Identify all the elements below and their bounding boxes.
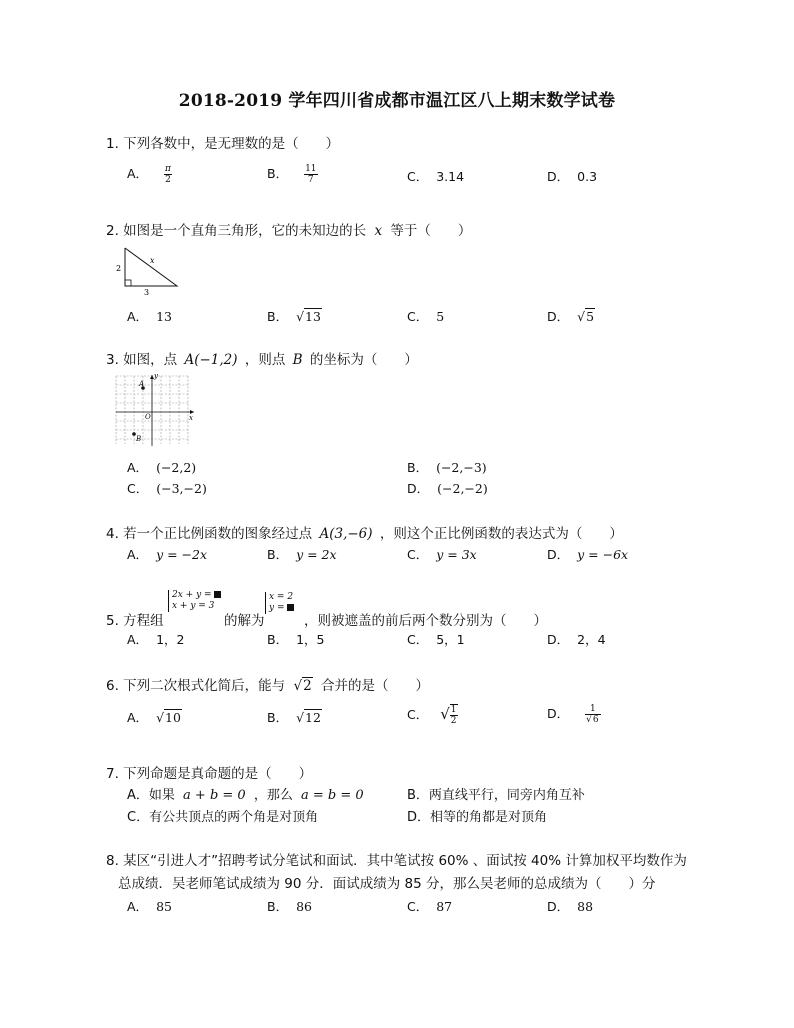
q4-option-b[interactable] — [267, 545, 337, 563]
variable: x — [374, 223, 383, 239]
question-2-stem — [106, 219, 471, 239]
numerator: 1 — [450, 705, 457, 715]
option-label: B． — [267, 710, 289, 725]
option-label: A． — [127, 166, 149, 181]
denominator: 2 — [165, 175, 171, 185]
option-value: 5 — [436, 309, 445, 324]
radicand: 5 — [586, 309, 595, 324]
sqrt-expression: √2 — [293, 678, 312, 694]
option-value: 0.3 — [577, 169, 598, 184]
option-label: B． — [267, 309, 289, 324]
q5-option-b[interactable] — [267, 630, 324, 648]
equation-line: x + y = 3 — [172, 601, 215, 611]
q5-option-c[interactable] — [407, 630, 465, 648]
numerator: π — [165, 164, 171, 174]
stem-text: ，则这个正比例函数的表达式为（ ） — [379, 526, 623, 542]
fraction — [304, 164, 317, 185]
point-expression: A(3,−6) — [319, 526, 373, 542]
stem-text: 6. 下列二次根式化简后，能与 — [106, 678, 286, 694]
q8-option-a[interactable] — [127, 897, 172, 915]
stem-text: 2. 如图是一个直角三角形，它的未知边的长 — [106, 223, 367, 239]
option-label: D． — [547, 169, 570, 184]
page-title: 2018-2019 学年四川省成都市温江区八上期末数学试卷 — [178, 91, 616, 111]
q7-option-d[interactable]: D．相等的角都是对顶角 — [407, 810, 548, 825]
q3-option-c[interactable] — [127, 479, 207, 497]
equation-line: x = 2 — [269, 592, 294, 602]
option-label: D． — [547, 632, 570, 647]
x-axis-label: x — [189, 414, 193, 422]
q2-option-b[interactable] — [267, 307, 322, 325]
radicand: 12 — [305, 710, 321, 725]
option-label: A． — [127, 710, 149, 725]
question-5-stem-post: ，则被遮盖的前后两个数分别为（ ） — [304, 613, 547, 629]
option-label: D． — [547, 899, 570, 914]
numerator: 11 — [305, 164, 317, 174]
math-expression: a + b = 0 — [183, 788, 246, 803]
fraction — [585, 704, 600, 725]
q8-option-d[interactable] — [547, 897, 593, 915]
q4-option-c[interactable] — [407, 545, 477, 563]
q7-option-b[interactable]: B．两直线平行，同旁内角互补 — [407, 788, 585, 803]
math-expression: a = b = 0 — [301, 788, 364, 803]
option-label: C． — [407, 547, 429, 562]
covered-number-box — [214, 591, 221, 598]
q3-option-d[interactable] — [407, 479, 488, 497]
q8-option-c[interactable] — [407, 897, 452, 915]
option-value: (−2,−3) — [436, 460, 487, 475]
sqrt-expression: √ $\frac{1}{2}$ — [440, 705, 457, 726]
denominator: √6 — [586, 715, 599, 725]
option-label: A． — [127, 547, 149, 562]
option-value: (−2,2) — [156, 460, 197, 475]
option-text: ，那么 — [253, 788, 293, 803]
option-label: B． — [267, 547, 289, 562]
option-value: y = −2x — [156, 547, 208, 562]
question-6-stem — [106, 674, 429, 694]
stem-text: 3. 如图，点 — [106, 352, 178, 368]
q1-option-d[interactable] — [547, 167, 597, 185]
q2-option-a[interactable] — [127, 307, 172, 325]
equation-system-1 — [168, 590, 221, 612]
option-label: A． — [127, 309, 149, 324]
radicand: 2 — [303, 678, 312, 694]
question-1-stem: 1. 下列各数中，是无理数的是（ ） — [106, 136, 340, 152]
option-label: A． — [127, 460, 149, 475]
sqrt-expression: √5 — [577, 309, 595, 324]
option-label: B． — [267, 166, 289, 181]
option-value: 85 — [156, 899, 172, 914]
option-value: 87 — [436, 899, 453, 914]
question-8-line-2: 总成绩．吴老师笔试成绩为 90 分．面试成绩为 85 分，那么吴老师的总成绩为（ ）分 — [118, 876, 656, 892]
q5-option-d[interactable] — [547, 630, 606, 648]
q5-option-a[interactable] — [127, 630, 184, 648]
q2-option-d[interactable] — [547, 307, 595, 325]
option-value: (−3,−2) — [156, 481, 207, 496]
side-label: 2 — [116, 264, 122, 273]
denominator: 7 — [307, 175, 314, 185]
question-5-stem-mid: 的解为 — [224, 613, 265, 629]
option-value: y = 2x — [296, 547, 337, 562]
coordinate-grid-figure — [114, 372, 198, 448]
option-label: C． — [407, 309, 429, 324]
option-value: 2，4 — [577, 632, 606, 647]
option-label: B． — [267, 632, 289, 647]
radicand: 10 — [165, 710, 181, 725]
sqrt-expression: √12 — [296, 710, 321, 725]
option-label: C． — [407, 632, 429, 647]
stem-text: 合并的是（ ） — [320, 678, 429, 694]
radicand: 13 — [305, 309, 321, 324]
option-label: D． — [407, 481, 430, 496]
option-value: (−2,−2) — [437, 481, 488, 496]
option-label: D． — [547, 547, 570, 562]
question-5-stem-pre: 5. 方程组 — [106, 613, 164, 629]
stem-text: 等于（ ） — [390, 223, 472, 239]
sqrt-expression: √10 — [156, 710, 181, 725]
fraction — [450, 704, 458, 726]
point-b-label: B — [136, 435, 142, 443]
q4-option-a[interactable] — [127, 545, 207, 563]
option-value: 1，5 — [296, 632, 325, 647]
q6-option-d[interactable] — [547, 704, 601, 725]
option-label: C． — [407, 169, 429, 184]
option-label: C． — [407, 899, 429, 914]
question-8-line-1: 8. 某区“引进人才”招聘考试分笔试和面试．其中笔试按 60% 、面试按 40% 计算加权平均数作为 — [106, 853, 687, 869]
q3-option-a[interactable] — [127, 458, 196, 476]
option-label: A． — [127, 899, 149, 914]
option-label: A． — [127, 632, 149, 647]
option-value: 86 — [296, 899, 312, 914]
origin-label: O — [145, 413, 151, 421]
hypotenuse-label: x — [150, 256, 155, 265]
option-label: D． — [547, 706, 570, 721]
q7-option-c[interactable]: C．有公共顶点的两个角是对顶角 — [127, 810, 319, 825]
sqrt-expression: √13 — [296, 309, 321, 324]
point-name: B — [292, 352, 303, 368]
option-value: 13 — [156, 309, 172, 324]
covered-number-box — [287, 604, 294, 611]
q1-option-a[interactable] — [127, 164, 172, 185]
q2-option-c[interactable] — [407, 307, 444, 325]
q6-option-b[interactable] — [267, 708, 322, 726]
option-label: D． — [547, 309, 570, 324]
equation-system-2 — [265, 592, 294, 614]
option-label: C． — [127, 481, 149, 496]
option-label: C． — [407, 707, 429, 722]
option-value: 3.14 — [436, 169, 465, 184]
option-value: y = −6x — [577, 547, 629, 562]
option-value: 88 — [577, 899, 594, 914]
q3-option-b[interactable] — [407, 458, 487, 476]
denominator: 2 — [450, 716, 457, 726]
q1-option-b[interactable] — [267, 164, 318, 185]
equation-line: y = — [269, 603, 288, 613]
option-text: A．如果 — [127, 788, 175, 803]
right-triangle-figure — [112, 244, 186, 296]
option-label: B． — [267, 899, 289, 914]
equation-line: 2x + y = — [172, 590, 215, 600]
option-label: B． — [407, 460, 429, 475]
q8-option-b[interactable] — [267, 897, 312, 915]
y-axis-label: y — [154, 372, 158, 380]
numerator: 1 — [585, 704, 600, 715]
point-expression: A(−1,2) — [184, 352, 238, 368]
q6-option-a[interactable] — [127, 708, 182, 726]
fraction — [164, 164, 172, 185]
q4-option-d[interactable] — [547, 545, 628, 563]
q1-option-c[interactable] — [407, 167, 464, 185]
point-a-label: A — [139, 380, 145, 388]
base-label: 3 — [144, 288, 150, 296]
q7-option-a[interactable] — [127, 784, 368, 803]
q6-option-c[interactable] — [407, 704, 458, 726]
option-value: 1，2 — [156, 632, 185, 647]
question-7-stem: 7. 下列命题是真命题的是（ ） — [106, 766, 313, 782]
question-3-stem — [106, 348, 418, 368]
stem-text: 的坐标为（ ） — [309, 352, 418, 368]
question-4-stem — [106, 522, 623, 542]
option-value: y = 3x — [436, 547, 477, 562]
stem-text: 4. 若一个正比例函数的图象经过点 — [106, 526, 313, 542]
stem-text: ，则点 — [244, 352, 286, 368]
radicand: 6 — [592, 715, 599, 725]
option-value: 5，1 — [436, 632, 465, 647]
